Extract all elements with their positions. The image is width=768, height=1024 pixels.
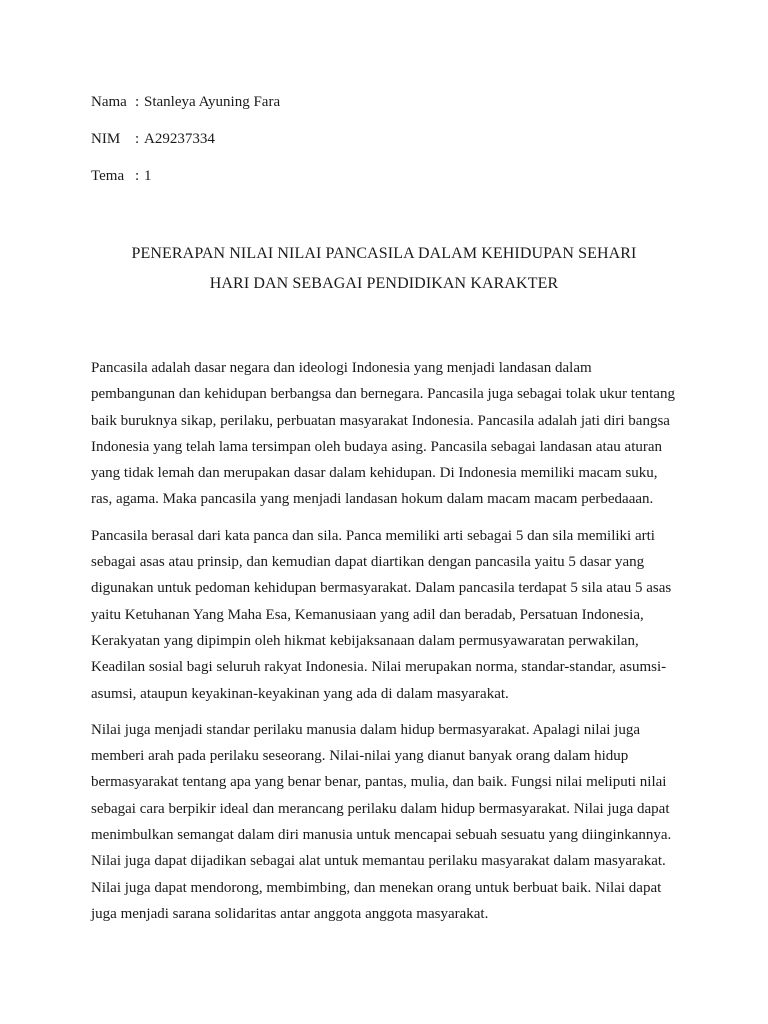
tema-value: 1 [144, 168, 152, 184]
paragraph-line: digunakan untuk pedoman kehidupan bermasyarakat. Dalam pancasila terdapat 5 sila atau 5 asas [91, 580, 672, 597]
paragraph-line: pembangunan dan kehidupan berbangsa dan bernegara. Pancasila juga sebagai tolak ukur tentang [91, 386, 675, 403]
paragraph-line: menimbulkan semangat dalam diri manusia untuk mencapai sebuah sesuatu yang diinginkannya. [91, 827, 672, 844]
paragraph-line: memberi arah pada perilaku seseorang. Nilai-nilai yang dianut banyak orang dalam hidup [91, 748, 629, 765]
document-title [60, 239, 708, 299]
paragraph-line: Pancasila adalah dasar negara dan ideologi Indonesia yang menjadi landasan dalam [91, 360, 592, 376]
paragraph-line: Nilai juga dapat dijadikan sebagai alat untuk memantau perilaku masyarakat dalam masyarakat. [91, 853, 666, 870]
name-value: Stanleya Ayuning Fara [144, 94, 281, 110]
nim-row [91, 129, 280, 149]
paragraph-line: Keadilan sosial bagi seluruh rakyat Indonesia. Nilai merupakan norma, standar-standar, asumsi- [91, 659, 667, 676]
document-body [91, 355, 687, 937]
paragraph-line: baik buruknya sikap, perilaku, perbuatan masyarakat Indonesia. Pancasila adalah jati diri bangsa [91, 412, 670, 429]
paragraph-line: juga menjadi sarana solidaritas antar anggota anggota masyarakat. [91, 905, 489, 922]
name-row [91, 92, 280, 112]
paragraph-line: yang tidak lemah dan merupakan dasar dalam kehidupan. Di Indonesia memiliki macam suku, [91, 465, 658, 482]
nim-separator: : [135, 131, 140, 147]
paragraph-line: sebagai cara berpikir ideal dan merancang perilaku dalam hidup bermasyarakat. Nilai juga dapat [91, 800, 670, 817]
tema-row [91, 166, 280, 186]
name-separator: : [135, 94, 140, 110]
title-line-2: HARI DAN SEBAGAI PENDIDIKAN KARAKTER [209, 275, 559, 292]
paragraph-line: sebagai asas atau prinsip, dan kemudian dapat diartikan dengan pancasila yaitu 5 dasar yang [91, 554, 645, 571]
nim-label: NIM [91, 131, 121, 147]
paragraph-line: Indonesia yang telah lama tersimpan oleh budaya asing. Pancasila sebagai landasan atau aturan [91, 438, 663, 455]
paragraph-line: Pancasila berasal dari kata panca dan sila. Panca memiliki arti sebagai 5 dan sila memiliki arti [91, 527, 655, 544]
paragraph-line: Nilai juga menjadi standar perilaku manusia dalam hidup bermasyarakat. Apalagi nilai juga [91, 721, 640, 738]
body-paragraph [91, 355, 687, 513]
name-label: Nama [91, 94, 127, 110]
paragraph-line: bermasyarakat tentang apa yang benar benar, pantas, mulia, dan baik. Fungsi nilai meliputi nilai [91, 774, 667, 791]
title-line-1: PENERAPAN NILAI NILAI PANCASILA DALAM KEHIDUPAN SEHARI [131, 245, 637, 262]
paragraph-line: asumsi, ataupun keyakinan-keyakinan yang ada di dalam masyarakat. [91, 685, 509, 702]
tema-separator: : [135, 168, 140, 184]
paragraph-line: ras, agama. Maka pancasila yang menjadi landasan hokum dalam macam macam perbedaaan. [91, 491, 654, 508]
body-paragraph [91, 523, 687, 707]
nim-value: A29237334 [144, 131, 215, 147]
paragraph-line: Nilai juga dapat mendorong, membimbing, dan menekan orang untuk berbuat baik. Nilai dapat [91, 879, 662, 896]
paragraph-line: yaitu Ketuhanan Yang Maha Esa, Kemanusiaan yang adil dan beradab, Persatuan Indonesia, [91, 606, 644, 623]
paragraph-line: Kerakyatan yang dipimpin oleh hikmat kebijaksanaan dalam permusyawaratan perwakilan, [91, 632, 639, 649]
student-info [91, 92, 280, 203]
tema-label: Tema [91, 168, 125, 184]
body-paragraph [91, 717, 687, 927]
